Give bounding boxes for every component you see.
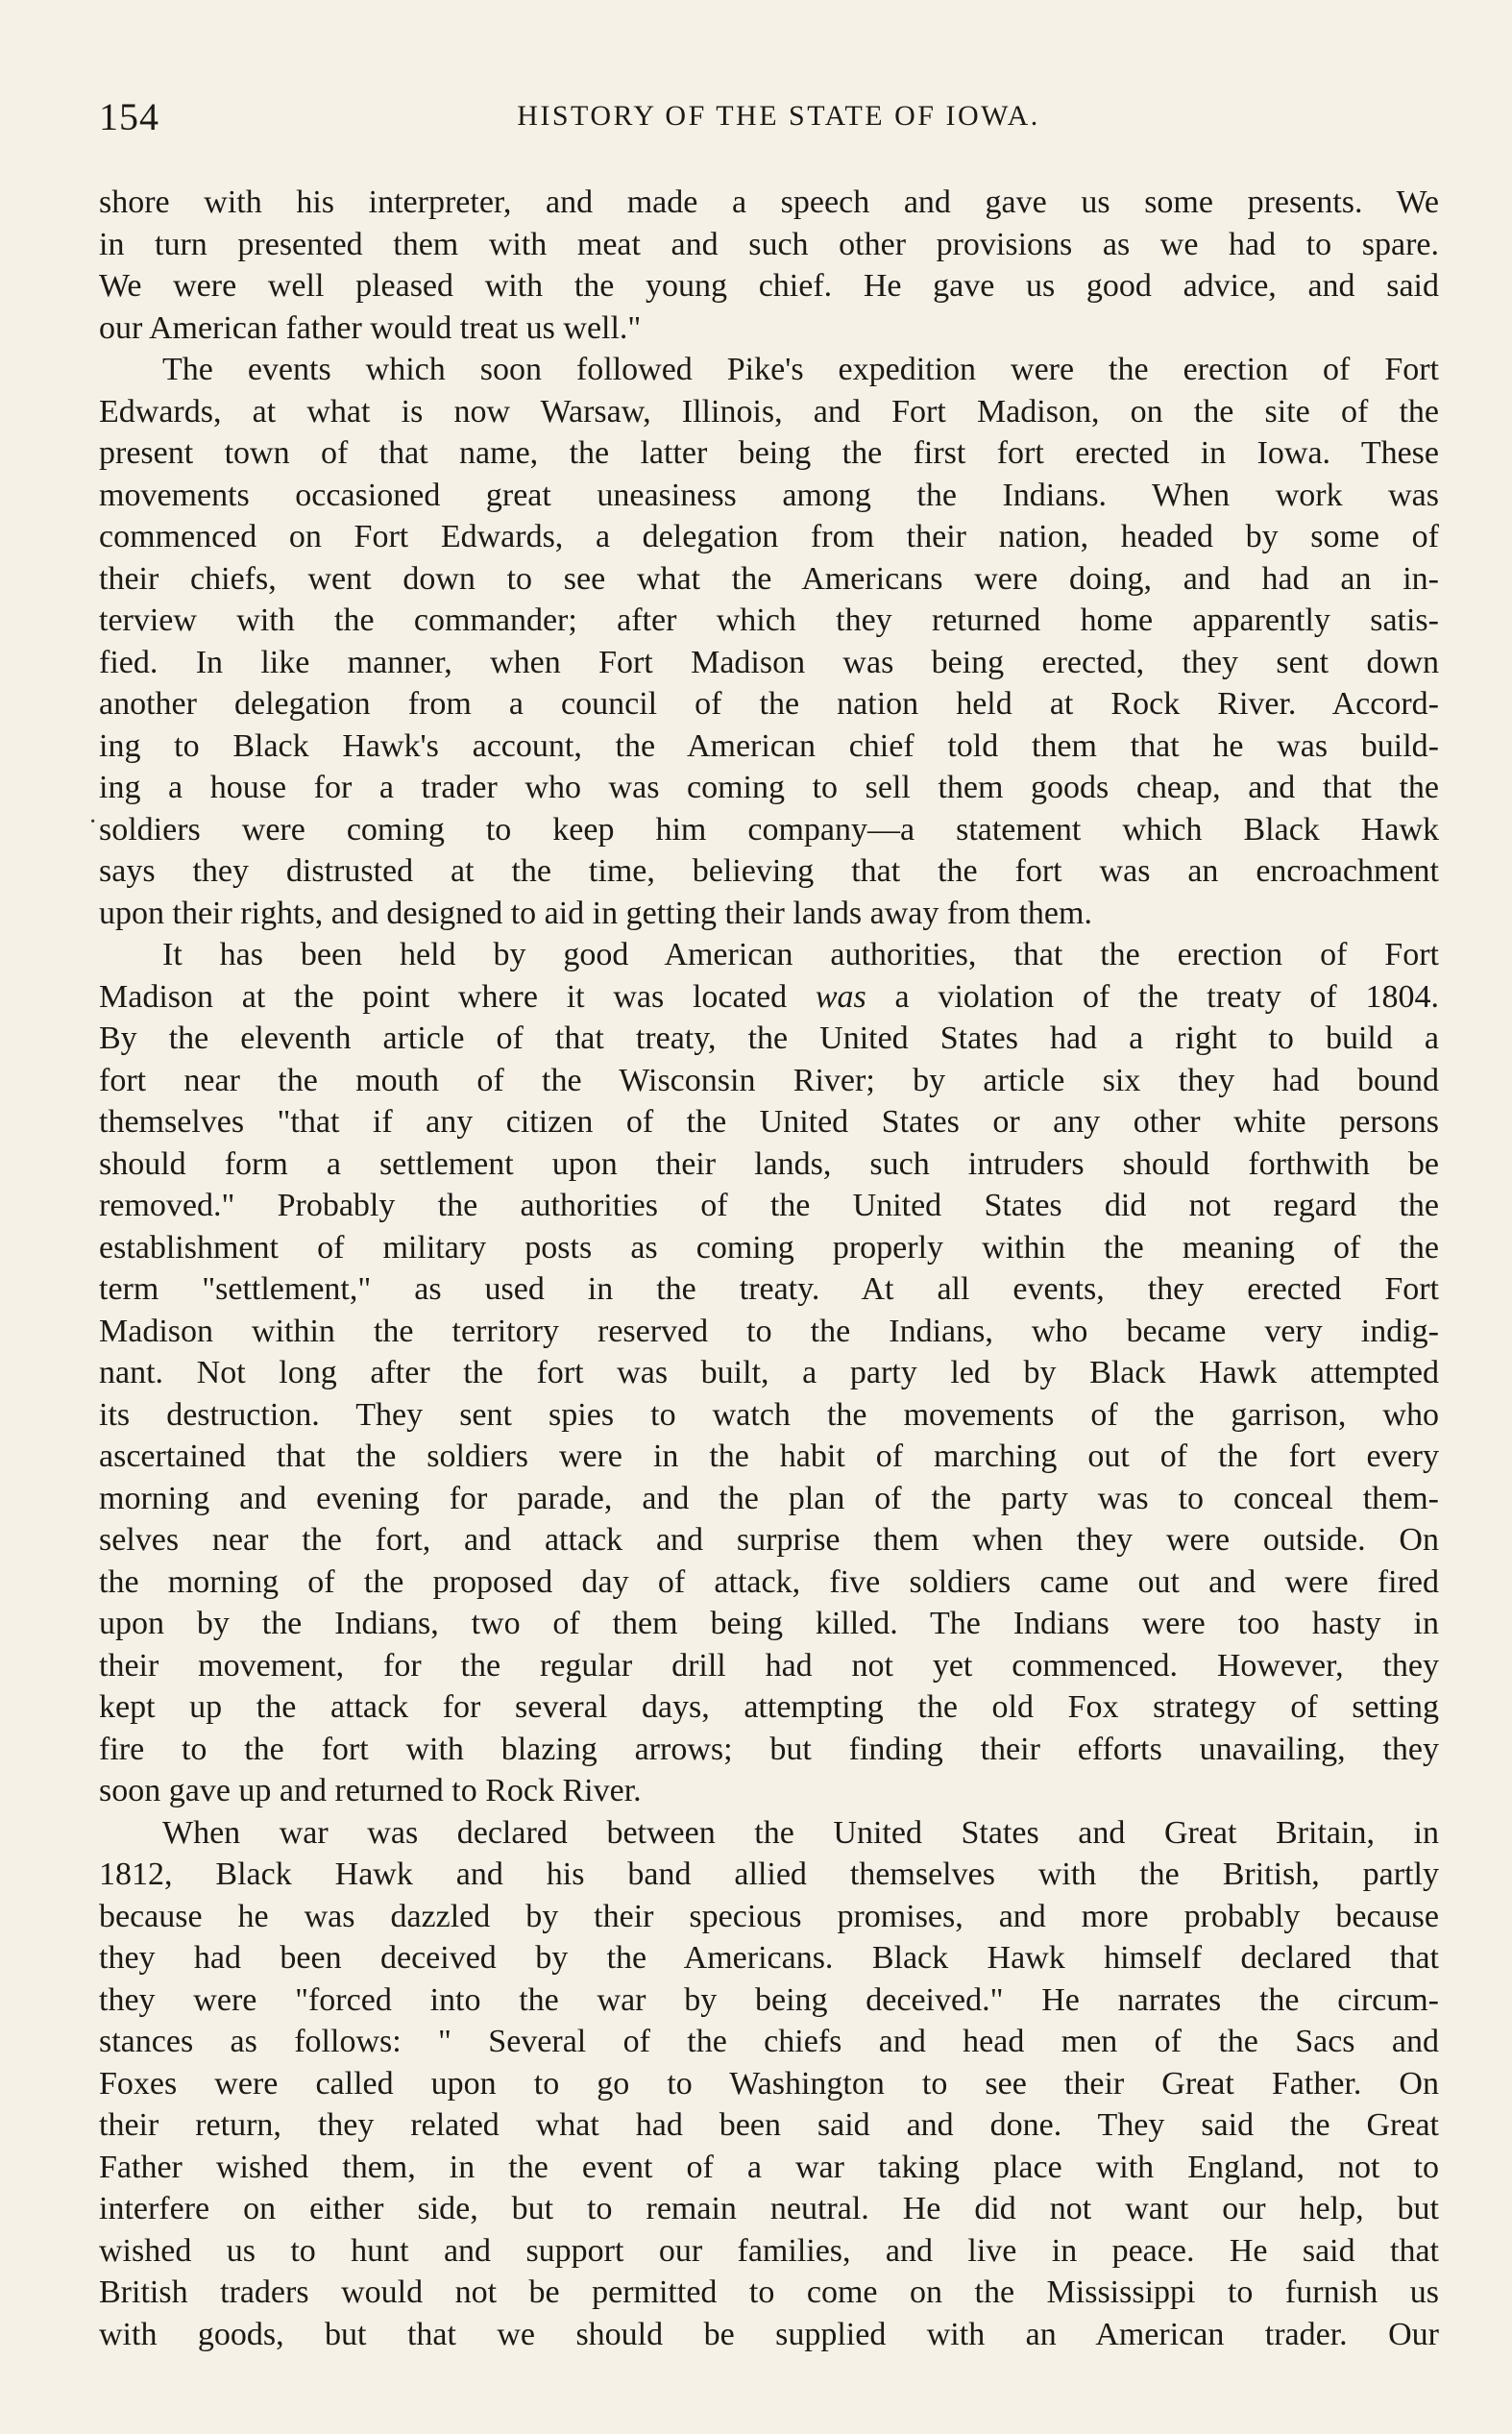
- text-run: a violation of the treaty of 1804.: [866, 978, 1439, 1015]
- text-line: another delegation from a council of the nation held at Rock River. Accord-: [99, 686, 1439, 722]
- text-line: movements occasioned great uneasiness among the Indians. When work was: [99, 477, 1439, 513]
- text-line: ascertained that the soldiers were in the habit of marching out of the fort every: [99, 1438, 1439, 1474]
- text-line: shore with his interpreter, and made a speech and gave us some presents. We: [99, 184, 1439, 220]
- text-line: the morning of the proposed day of attack, five soldiers came out and were fired: [99, 1563, 1439, 1600]
- text-line: in turn presented them with meat and such other provisions as we had to spare.: [99, 226, 1439, 262]
- text-line: upon their rights, and designed to aid in getting their lands away from them.: [99, 895, 1092, 931]
- text-line: their chiefs, went down to see what the Americans were doing, and had an in-: [99, 560, 1439, 597]
- text-line: soldiers were coming to keep him company—a statement which Black Hawk: [99, 811, 1439, 848]
- text-line: with goods, but that we should be supplied with an American trader. Our: [99, 2316, 1439, 2352]
- text-line: upon by the Indians, two of them being killed. The Indians were too hasty in: [99, 1606, 1439, 1641]
- text-line: fort near the mouth of the Wisconsin River; by article six they had bound: [99, 1062, 1439, 1098]
- page-header: [99, 94, 1439, 142]
- text-line: fire to the fort with blazing arrows; but finding their efforts unavailing, they: [99, 1731, 1439, 1767]
- text-line: We were well pleased with the young chief. He gave us good advice, and said: [99, 268, 1439, 304]
- text-line: British traders would not be permitted to come on the Mississippi to furnish us: [99, 2274, 1439, 2310]
- page-number: 154: [99, 95, 159, 138]
- text-line: fied. In like manner, when Fort Madison was being erected, they sent down: [99, 644, 1439, 680]
- text-line: removed." Probably the authorities of the United States did not regard the: [99, 1188, 1439, 1223]
- text-line: our American father would treat us well.": [99, 309, 642, 346]
- text-line: they had been deceived by the Americans. Black Hawk himself declared that: [99, 1940, 1439, 1976]
- text-line: themselves "that if any citizen of the United States or any other white persons: [99, 1104, 1439, 1140]
- text-line: their return, they related what had been said and done. They said the Great: [99, 2107, 1439, 2143]
- text-line: its destruction. They sent spies to watch the movements of the garrison, who: [99, 1396, 1439, 1433]
- emphasis: was: [815, 978, 866, 1015]
- text-line: selves near the fort, and attack and surprise them when they were outside. On: [99, 1522, 1439, 1558]
- text-line: ing a house for a trader who was coming to sell them goods cheap, and that the: [99, 770, 1439, 805]
- text-line: interfere on either side, but to remain neutral. He did not want our help, but: [99, 2191, 1439, 2226]
- text-line: 1812, Black Hawk and his band allied themselves with the British, partly: [99, 1856, 1439, 1892]
- text-line: stances as follows: " Several of the chiefs and head men of the Sacs and: [99, 2024, 1439, 2059]
- text-line: present town of that name, the latter being the first fort erected in Iowa. These: [99, 435, 1439, 471]
- text-line: because he was dazzled by their specious promises, and more probably because: [99, 1898, 1439, 1934]
- text-line: nant. Not long after the fort was built, a party led by Black Hawk attempted: [99, 1355, 1439, 1390]
- text-line: their movement, for the regular drill had not yet commenced. However, they: [99, 1647, 1439, 1684]
- text-line: establishment of military posts as coming properly within the meaning of the: [99, 1229, 1439, 1266]
- text-line: wished us to hunt and support our families, and live in peace. He said that: [99, 2232, 1439, 2269]
- running-head: HISTORY OF THE STATE OF IOWA.: [517, 100, 1040, 132]
- text-line: ing to Black Hawk's account, the American chief told them that he was build-: [99, 727, 1439, 764]
- text-line: When war was declared between the United States and Great Britain, in: [162, 1814, 1439, 1851]
- text-line: [99, 976, 1439, 1019]
- text-line: kept up the attack for several days, attempting the old Fox strategy of setting: [99, 1689, 1439, 1725]
- text-line: Father wished them, in the event of a war taking place with England, not to: [99, 2149, 1439, 2185]
- text-line: The events which soon followed Pike's expedition were the erection of Fort: [162, 352, 1439, 387]
- text-run: Madison at the point where it was located: [99, 978, 816, 1015]
- text-line: Edwards, at what is now Warsaw, Illinois, and Fort Madison, on the site of the: [99, 393, 1439, 430]
- text-line: It has been held by good American authorities, that the erection of Fort: [162, 937, 1439, 972]
- text-line: should form a settlement upon their lands, such intruders should forthwith be: [99, 1145, 1439, 1182]
- text-line: Foxes were called upon to go to Washington to see their Great Father. On: [99, 2065, 1439, 2102]
- text-line: term "settlement," as used in the treaty. At all events, they erected Fort: [99, 1271, 1439, 1307]
- text-line: says they distrusted at the time, believing that the fort was an encroachment: [99, 853, 1439, 889]
- text-line: terview with the commander; after which they returned home apparently satis-: [99, 602, 1439, 638]
- text-line: soon gave up and returned to Rock River.: [99, 1773, 642, 1808]
- text-line: By the eleventh article of that treaty, the United States had a right to build a: [99, 1020, 1439, 1056]
- margin-mark: ·: [88, 807, 98, 837]
- text-line: Madison within the territory reserved to the Indians, who became very indig-: [99, 1313, 1439, 1349]
- text-line: morning and evening for parade, and the plan of the party was to conceal them-: [99, 1480, 1439, 1516]
- text-line: they were "forced into the war by being deceived." He narrates the circum-: [99, 1981, 1439, 2018]
- text-line: commenced on Fort Edwards, a delegation from their nation, headed by some of: [99, 519, 1439, 554]
- body-text: [99, 182, 1439, 2355]
